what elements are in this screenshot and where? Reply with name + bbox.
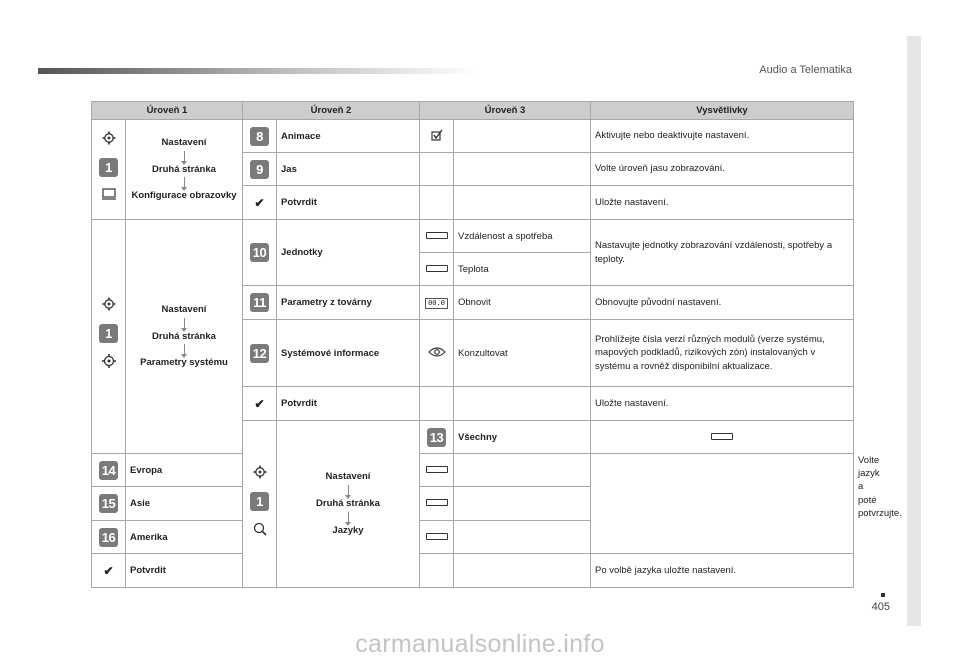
language-icon xyxy=(252,521,268,540)
header-gradient-bar xyxy=(38,68,478,74)
item-badge: 11 xyxy=(250,293,269,312)
column-header: Úroveň 3 xyxy=(420,102,591,120)
item-name: Potvrdit xyxy=(277,387,420,421)
level1-step: Druhá stránka xyxy=(152,163,216,175)
table-row xyxy=(92,454,854,487)
checkmark-icon: ✔ xyxy=(254,195,265,210)
option-text xyxy=(454,153,591,186)
item-badge: 15 xyxy=(99,494,118,513)
description: Uložte nastavení. xyxy=(591,387,854,421)
item-name: Parametry z továrny xyxy=(277,286,420,320)
item-badge: 14 xyxy=(99,461,118,480)
item-name: Evropa xyxy=(126,454,243,487)
option-text xyxy=(454,186,591,220)
option-text: Obnovit xyxy=(454,286,591,320)
level1-step: Nastavení xyxy=(161,303,207,315)
level1-step: Parametry systému xyxy=(140,357,228,369)
item-name: Potvrdit xyxy=(277,186,420,220)
level1-step: Druhá stránka xyxy=(316,498,380,510)
option-text xyxy=(454,120,591,153)
eye-icon xyxy=(428,346,446,361)
table-row xyxy=(92,120,854,153)
description: Uložte nastavení. xyxy=(591,186,854,220)
level1-step: Jazyky xyxy=(332,524,364,536)
level1-step: Druhá stránka xyxy=(152,330,216,342)
item-name: Systémové informace xyxy=(277,320,420,387)
column-header: Úroveň 1 xyxy=(92,102,243,120)
level1-path xyxy=(126,220,243,454)
selection-bar-icon xyxy=(426,232,448,239)
watermark: carmanualsonline.info xyxy=(355,630,605,658)
item-badge: 16 xyxy=(99,528,118,547)
level1-step: Nastavení xyxy=(161,136,207,148)
item-name: Amerika xyxy=(126,521,243,554)
option-text: Teplota xyxy=(454,253,591,286)
item-name: Animace xyxy=(277,120,420,153)
item-name: Všechny xyxy=(454,421,591,454)
checkbox-icon xyxy=(431,129,443,144)
selection-bar-icon xyxy=(711,433,733,440)
down-arrow-icon xyxy=(348,512,349,523)
down-arrow-icon xyxy=(184,151,185,162)
item-name: Jas xyxy=(277,153,420,186)
level1-path xyxy=(277,421,420,588)
gear-icon xyxy=(102,131,116,148)
level1-step: Nastavení xyxy=(325,471,371,483)
option-text: Konzultovat xyxy=(454,320,591,387)
item-badge: 12 xyxy=(250,344,269,363)
table-header-row xyxy=(92,102,854,120)
table-row xyxy=(92,554,854,588)
gear-icon xyxy=(102,297,116,314)
down-arrow-icon xyxy=(184,177,185,188)
table-row xyxy=(92,487,854,521)
description: Prohlížejte čísla verzí různých modulů (verze systému, mapových podkladů, rizikových zón) instalovaných v systému a rovněž disponibilní aktualizace. xyxy=(591,320,854,387)
level-badge: 1 xyxy=(250,492,269,511)
selection-bar-icon xyxy=(426,533,448,540)
system-settings-icon xyxy=(101,353,117,372)
table-row: 1 Nastavení Druhá stránka Jazyky 13 Všechny Volte jazyk a poté potvrzujte. xyxy=(92,421,854,454)
description: Obnovujte původní nastavení. xyxy=(591,286,854,320)
level1-step: Konfigurace obrazovky xyxy=(131,190,237,202)
option-text: Vzdálenost a spotřeba xyxy=(454,220,591,253)
page-number: 405 xyxy=(871,601,890,613)
description: Aktivujte nebo deaktivujte nastavení. xyxy=(591,120,854,153)
down-arrow-icon xyxy=(348,485,349,496)
down-arrow-icon xyxy=(184,344,185,355)
down-arrow-icon xyxy=(184,318,185,329)
level1-path xyxy=(126,120,243,220)
description: Po volbě jazyka uložte nastavení. xyxy=(591,554,854,588)
selection-bar-icon xyxy=(426,499,448,506)
selection-bar-icon xyxy=(426,466,448,473)
item-badge: 10 xyxy=(250,243,269,262)
item-badge: 8 xyxy=(250,127,269,146)
screen-config-icon xyxy=(101,187,117,204)
checkmark-icon: ✔ xyxy=(103,563,114,578)
checkmark-icon: ✔ xyxy=(254,396,265,411)
table-row xyxy=(92,220,854,253)
reset-display-icon: 00.0 xyxy=(425,298,448,309)
column-header: Úroveň 2 xyxy=(243,102,420,120)
description: Nastavujte jednotky zobrazování vzdálenosti, spotřeby a teploty. xyxy=(591,220,854,286)
page-sidebar-bar xyxy=(907,36,921,626)
item-name: Potvrdit xyxy=(126,554,243,588)
level1-icon-cell xyxy=(92,120,126,220)
item-name: Asie xyxy=(126,487,243,521)
item-name: Jednotky xyxy=(277,220,420,286)
section-title: Audio a Telematika xyxy=(759,64,852,76)
page-marker xyxy=(881,593,885,597)
item-badge: 9 xyxy=(250,160,269,179)
gear-icon xyxy=(253,465,267,482)
item-badge: 13 xyxy=(427,428,446,447)
table-row xyxy=(92,521,854,554)
level-badge: 1 xyxy=(99,324,118,343)
selection-bar-icon xyxy=(426,265,448,272)
level-badge: 1 xyxy=(99,158,118,177)
column-header: Vysvětlivky xyxy=(591,102,854,120)
level1-icon-cell xyxy=(243,421,277,588)
settings-table xyxy=(91,101,902,588)
level1-icon-cell xyxy=(92,220,126,454)
description: Volte úroveň jasu zobrazování. xyxy=(591,153,854,186)
